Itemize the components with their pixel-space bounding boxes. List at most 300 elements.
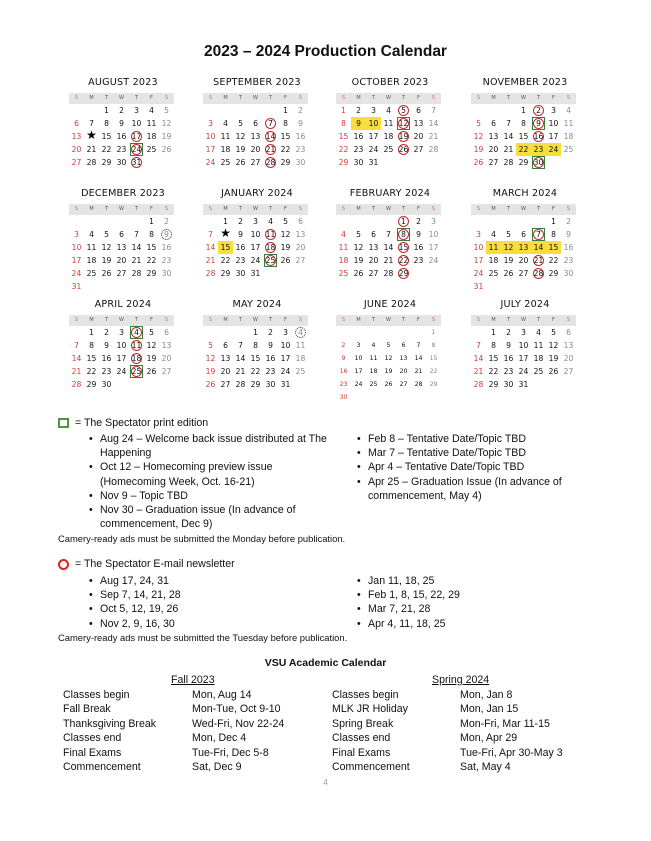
- calendar-day: 28: [414, 381, 423, 388]
- calendar-day: 26: [205, 380, 216, 389]
- calendar-day: 4: [293, 326, 308, 339]
- weekday-header: M: [218, 204, 233, 215]
- calendar-day: 12: [205, 354, 216, 363]
- calendar-day: 29: [220, 269, 231, 278]
- calendar-day: 24: [354, 381, 363, 388]
- calendar-day: 9: [341, 355, 346, 362]
- page-title: 2023 – 2024 Production Calendar: [204, 43, 447, 60]
- calendar-day: 8: [431, 342, 436, 349]
- month-grid: [203, 93, 316, 169]
- list-item: • Aug 17, 24, 31: [89, 574, 309, 588]
- calendar-day: 30: [295, 158, 306, 167]
- weekday-header: S: [69, 315, 84, 326]
- calendar-day: 25: [131, 367, 142, 376]
- calendar-day: 6: [119, 230, 124, 239]
- calendar-day: 22: [220, 256, 231, 265]
- weekday-header: M: [351, 93, 366, 104]
- page-number: 4: [323, 778, 328, 787]
- empty-day: [336, 215, 351, 228]
- calendar-day: 14: [235, 354, 246, 363]
- weekday-header: W: [248, 204, 263, 215]
- weekday-header: T: [396, 93, 411, 104]
- calendar-day: 1: [253, 328, 258, 337]
- calendar-day: 21: [533, 256, 544, 265]
- calendar-day: 25: [86, 269, 97, 278]
- weekday-header: T: [233, 315, 248, 326]
- calendar-day: 4: [129, 326, 144, 339]
- empty-day: [351, 215, 366, 228]
- newsletter-circle-icon: [131, 157, 142, 168]
- calendar-day: 25: [369, 381, 378, 388]
- list-item: • Apr 25 – Graduation Issue (In advance of commencement, May 4): [357, 475, 572, 503]
- calendar-day: 25: [533, 367, 544, 376]
- weekday-header: W: [381, 315, 396, 326]
- calendar-day: 14: [383, 243, 394, 252]
- calendar-day: 7: [238, 341, 243, 350]
- calendar-day: [218, 228, 233, 241]
- fall-date: Mon-Tue, Oct 9-10: [192, 703, 281, 716]
- email-list-right: [357, 574, 577, 631]
- weekday-header: T: [366, 93, 381, 104]
- calendar-day: 9: [119, 119, 124, 128]
- calendar-day: 7: [74, 341, 79, 350]
- calendar-day: 5: [386, 342, 391, 349]
- calendar-day: 19: [146, 354, 157, 363]
- calendar-day: 11: [131, 341, 142, 350]
- calendar-day: 4: [566, 106, 571, 115]
- calendar-day: 12: [384, 355, 393, 362]
- month-november-2023: [466, 77, 584, 169]
- calendar-day: 6: [164, 328, 169, 337]
- weekday-header: T: [501, 315, 516, 326]
- calendar-day: 23: [339, 381, 348, 388]
- calendar-day: 18: [146, 132, 157, 141]
- weekday-header: F: [546, 315, 561, 326]
- weekday-header: M: [351, 315, 366, 326]
- weekday-header: W: [381, 204, 396, 215]
- empty-day: [203, 215, 218, 228]
- calendar-day: 6: [223, 341, 228, 350]
- calendar-day: 11: [383, 119, 394, 128]
- empty-day: [516, 215, 531, 228]
- calendar-day: 11: [369, 355, 378, 362]
- green-square-icon: [58, 418, 69, 428]
- newsletter-circle-icon: [398, 255, 409, 266]
- weekday-header: W: [114, 93, 129, 104]
- calendar-day: 18: [369, 368, 378, 375]
- calendar-day: 29: [280, 158, 291, 167]
- calendar-day: 5: [476, 119, 481, 128]
- spring-label: Final Exams: [332, 746, 391, 759]
- calendar-day: 1: [223, 217, 228, 226]
- fall-labels: [63, 688, 156, 774]
- calendar-day: 3: [119, 328, 124, 337]
- calendar-day: 16: [339, 368, 348, 375]
- calendar-day: 14: [265, 132, 276, 141]
- calendar-day: 29: [488, 380, 499, 389]
- calendar-day: 16: [563, 243, 574, 252]
- newsletter-circle-icon: [265, 118, 276, 129]
- calendar-day: 29: [86, 380, 97, 389]
- calendar-day: 21: [71, 367, 82, 376]
- calendar-day: 5: [104, 230, 109, 239]
- calendar-day: 5: [356, 230, 361, 239]
- weekday-header: F: [144, 204, 159, 215]
- calendar-day: 20: [220, 367, 231, 376]
- calendar-day: 1: [104, 106, 109, 115]
- weekday-header: T: [129, 93, 144, 104]
- calendar-day: 10: [354, 355, 363, 362]
- calendar-day: 20: [413, 132, 424, 141]
- calendar-day: 5: [506, 230, 511, 239]
- spring-date: Tue-Fri, Apr 30-May 3: [460, 746, 563, 759]
- calendar-day: 19: [384, 368, 393, 375]
- calendar-day: 8: [521, 119, 526, 128]
- empty-day: [486, 215, 501, 228]
- list-item: • Nov 9 – Topic TBD: [89, 489, 329, 503]
- weekday-header: W: [114, 315, 129, 326]
- calendar-day: 21: [131, 256, 142, 265]
- month-grid: [203, 315, 316, 391]
- month-september-2023: [198, 77, 316, 169]
- calendar-day: 18: [488, 256, 499, 265]
- weekday-header: S: [561, 315, 576, 326]
- calendar-day: 23: [235, 256, 246, 265]
- weekday-header: M: [351, 204, 366, 215]
- newsletter-circle-icon: [265, 255, 276, 266]
- calendar-day: 3: [476, 230, 481, 239]
- list-item: • Feb 8 – Tentative Date/Topic TBD: [357, 432, 572, 446]
- spring-date: Mon, Jan 15: [460, 703, 519, 716]
- weekday-header: M: [486, 315, 501, 326]
- calendar-day: 7: [431, 106, 436, 115]
- fall-label: Thanksgiving Break: [63, 717, 157, 730]
- weekday-header: F: [278, 93, 293, 104]
- weekday-header: F: [144, 93, 159, 104]
- calendar-day: 14: [531, 241, 546, 254]
- calendar-day: 9: [159, 228, 174, 241]
- calendar-day: 24: [280, 367, 291, 376]
- empty-day: [381, 215, 396, 228]
- fall-date: Mon, Dec 4: [192, 732, 247, 745]
- calendar-day: 14: [503, 132, 514, 141]
- calendar-day: 27: [563, 367, 574, 376]
- weekday-header: T: [233, 93, 248, 104]
- calendar-day: 9: [416, 230, 421, 239]
- calendar-day: 16: [353, 132, 364, 141]
- calendar-day: 11: [338, 243, 349, 252]
- calendar-day: 4: [491, 230, 496, 239]
- calendar-day: 10: [548, 119, 559, 128]
- calendar-day: 17: [116, 354, 127, 363]
- weekday-header: T: [99, 204, 114, 215]
- weekday-header: S: [203, 315, 218, 326]
- weekday-header: T: [531, 204, 546, 215]
- calendar-day: 16: [101, 354, 112, 363]
- calendar-day: 21: [205, 256, 216, 265]
- spring-label: Classes end: [332, 732, 391, 745]
- calendar-day: 17: [368, 132, 379, 141]
- calendar-day: 20: [368, 256, 379, 265]
- newsletter-circle-icon: [131, 327, 142, 338]
- calendar-day: 12: [473, 132, 484, 141]
- month-title: NOVEMBER 2023: [482, 77, 568, 88]
- weekday-header: T: [501, 204, 516, 215]
- star-icon: ★: [220, 226, 231, 240]
- empty-day: [129, 215, 144, 228]
- weekday-header: W: [516, 93, 531, 104]
- month-august-2023: [64, 77, 182, 169]
- calendar-day: 19: [473, 145, 484, 154]
- calendar-day: 15: [86, 354, 97, 363]
- calendar-day: 20: [250, 145, 261, 154]
- calendar-day: 20: [71, 145, 82, 154]
- calendar-day: 8: [89, 341, 94, 350]
- empty-day: [99, 215, 114, 228]
- empty-day: [218, 104, 233, 117]
- empty-day: [233, 326, 248, 339]
- fall-date: Sat, Dec 9: [192, 761, 242, 774]
- list-item: • Aug 24 – Welcome back issue distributed at The Happening: [89, 432, 329, 460]
- month-july-2024: [466, 299, 584, 391]
- calendar-day: 27: [488, 158, 499, 167]
- calendar-day: 27: [71, 158, 82, 167]
- list-item: • Sep 7, 14, 21, 28: [89, 588, 309, 602]
- calendar-day: 21: [473, 367, 484, 376]
- month-title: JULY 2024: [500, 299, 550, 310]
- newsletter-circle-icon: [398, 131, 409, 142]
- empty-day: [84, 215, 99, 228]
- calendar-day: 2: [356, 106, 361, 115]
- empty-day: [263, 104, 278, 117]
- calendar-day: 3: [74, 230, 79, 239]
- calendar-day: 2: [341, 342, 346, 349]
- calendar-day: 15: [218, 241, 233, 254]
- calendar-day: 4: [268, 217, 273, 226]
- calendar-day: 7: [416, 342, 421, 349]
- calendar-day: 4: [386, 106, 391, 115]
- calendar-day: 31: [280, 380, 291, 389]
- list-item: • Nov 2, 9, 16, 30: [89, 617, 309, 631]
- calendar-day: 23: [101, 367, 112, 376]
- calendar-day: 17: [354, 368, 363, 375]
- calendar-day: 30: [101, 380, 112, 389]
- calendar-day: 2: [506, 328, 511, 337]
- newsletter-circle-icon: [398, 216, 409, 227]
- calendar-day: 27: [161, 367, 172, 376]
- calendar-day: 7: [134, 230, 139, 239]
- spring-date: Mon, Apr 29: [460, 732, 518, 745]
- calendar-day: 29: [250, 380, 261, 389]
- calendar-day: 9: [351, 117, 366, 130]
- calendar-day: 22: [516, 143, 531, 156]
- weekday-header: T: [366, 315, 381, 326]
- calendar-day: 8: [551, 230, 556, 239]
- calendar-day: 2: [164, 217, 169, 226]
- calendar-day: 16: [116, 132, 127, 141]
- calendar-day: 21: [265, 145, 276, 154]
- calendar-day: 13: [116, 243, 127, 252]
- calendar-day: 11: [86, 243, 97, 252]
- calendar-day: 7: [263, 117, 278, 130]
- weekday-header: S: [69, 204, 84, 215]
- weekday-header: T: [396, 315, 411, 326]
- newsletter-circle-icon: [131, 144, 142, 155]
- calendar-day: 23: [265, 367, 276, 376]
- calendar-day: 1: [551, 217, 556, 226]
- weekday-header: F: [546, 204, 561, 215]
- calendar-day: 28: [86, 158, 97, 167]
- calendar-day: 15: [250, 354, 261, 363]
- weekday-header: M: [218, 315, 233, 326]
- calendar-day: 16: [295, 132, 306, 141]
- empty-day: [366, 215, 381, 228]
- fall-dates: [192, 688, 284, 774]
- fall-date: Tue-Fri, Dec 5-8: [192, 746, 269, 759]
- calendar-day: 27: [518, 269, 529, 278]
- calendar-day: 8: [396, 228, 411, 241]
- newsletter-circle-icon: [131, 340, 142, 351]
- month-grid: [471, 204, 584, 293]
- calendar-day: 26: [398, 145, 409, 154]
- calendar-day: 10: [71, 243, 82, 252]
- calendar-day: 16: [235, 243, 246, 252]
- calendar-day: 13: [295, 230, 306, 239]
- month-grid: [203, 204, 316, 280]
- weekday-header: S: [159, 204, 174, 215]
- academic-calendar-title: VSU Academic Calendar: [264, 657, 387, 669]
- calendar-day: 10: [280, 341, 291, 350]
- weekday-header: T: [129, 315, 144, 326]
- weekday-header: S: [471, 93, 486, 104]
- calendar-day: 23: [413, 256, 424, 265]
- calendar-day: 4: [223, 119, 228, 128]
- month-grid: [471, 315, 584, 391]
- calendar-day: 23: [116, 145, 127, 154]
- weekday-header: T: [129, 204, 144, 215]
- weekday-header: W: [516, 315, 531, 326]
- calendar-day: 21: [383, 256, 394, 265]
- calendar-day: 24: [71, 269, 82, 278]
- weekday-header: S: [561, 204, 576, 215]
- calendar-day: 25: [146, 145, 157, 154]
- weekday-header: W: [516, 204, 531, 215]
- calendar-day: 28: [473, 380, 484, 389]
- calendar-day: 12: [501, 241, 516, 254]
- calendar-day: 30: [339, 394, 348, 401]
- weekday-header: S: [471, 315, 486, 326]
- calendar-day: 18: [265, 243, 276, 252]
- calendar-day: 11: [220, 132, 231, 141]
- calendar-day: 5: [149, 328, 154, 337]
- calendar-day: 22: [146, 256, 157, 265]
- calendar-day: 30: [116, 158, 127, 167]
- calendar-day: 15: [488, 354, 499, 363]
- calendar-day: 24: [368, 145, 379, 154]
- calendar-day: 25: [338, 269, 349, 278]
- calendar-day: 31: [473, 282, 484, 291]
- month-title: MARCH 2024: [492, 188, 558, 199]
- calendar-day: 6: [74, 119, 79, 128]
- month-march-2024: [466, 188, 584, 293]
- fall-label: Classes begin: [63, 689, 130, 701]
- calendar-day: 8: [149, 230, 154, 239]
- empty-day: [486, 104, 501, 117]
- calendar-day: 17: [131, 132, 142, 141]
- calendar-day: 13: [250, 132, 261, 141]
- empty-day: [84, 104, 99, 117]
- print-list-right: [357, 432, 572, 503]
- calendar-day: 1: [283, 106, 288, 115]
- spring-labels: [332, 688, 410, 774]
- calendar-day: 25: [265, 256, 276, 265]
- calendar-day: 27: [220, 380, 231, 389]
- calendar-day: 3: [431, 217, 436, 226]
- calendar-day: 18: [295, 354, 306, 363]
- empty-day: [69, 215, 84, 228]
- calendar-day: 29: [398, 269, 409, 278]
- calendar-day: 1: [521, 106, 526, 115]
- calendar-day: 6: [491, 119, 496, 128]
- weekday-header: T: [233, 204, 248, 215]
- calendar-day: 25: [488, 269, 499, 278]
- calendar-day: 14: [428, 119, 439, 128]
- weekday-header: F: [411, 93, 426, 104]
- calendar-day: 20: [563, 354, 574, 363]
- calendar-day: 2: [268, 328, 273, 337]
- calendar-day: 17: [280, 354, 291, 363]
- calendar-day: 31: [250, 269, 261, 278]
- calendar-day: 29: [518, 158, 529, 167]
- empty-day: [501, 215, 516, 228]
- spring-label: Classes begin: [332, 689, 399, 701]
- calendar-day: 28: [503, 158, 514, 167]
- month-grid: [336, 93, 449, 169]
- calendar-day: 8: [253, 341, 258, 350]
- calendar-day: 12: [398, 119, 409, 128]
- calendar-day: 7: [386, 230, 391, 239]
- calendar-day: 20: [399, 368, 408, 375]
- newsletter-circle-icon: [131, 366, 142, 377]
- calendar-day: 3: [521, 328, 526, 337]
- calendar-day: 24: [116, 367, 127, 376]
- empty-day: [381, 326, 396, 339]
- calendar-day: 26: [146, 367, 157, 376]
- calendar-day: 27: [399, 381, 408, 388]
- calendar-day: 25: [220, 158, 231, 167]
- list-item: • Nov 30 – Graduation issue (In advance of commencement, Dec 9): [89, 503, 329, 531]
- newsletter-circle-icon: [265, 229, 276, 240]
- calendar-day: 18: [563, 132, 574, 141]
- calendar-day: 14: [205, 243, 216, 252]
- calendar-day: 4: [371, 342, 376, 349]
- calendar-day: 28: [383, 269, 394, 278]
- calendar-day: 30: [563, 269, 574, 278]
- weekday-header: F: [278, 204, 293, 215]
- newsletter-circle-icon: [398, 242, 409, 253]
- month-december-2023: [64, 188, 182, 293]
- weekday-header: S: [336, 204, 351, 215]
- calendar-day: 13: [413, 119, 424, 128]
- empty-day: [233, 104, 248, 117]
- calendar-day: 3: [356, 342, 361, 349]
- calendar-day: 5: [396, 104, 411, 117]
- calendar-day: 9: [268, 341, 273, 350]
- calendar-day: 4: [89, 230, 94, 239]
- calendar-day: 6: [416, 106, 421, 115]
- calendar-day: 3: [283, 328, 288, 337]
- month-title: APRIL 2024: [94, 299, 152, 310]
